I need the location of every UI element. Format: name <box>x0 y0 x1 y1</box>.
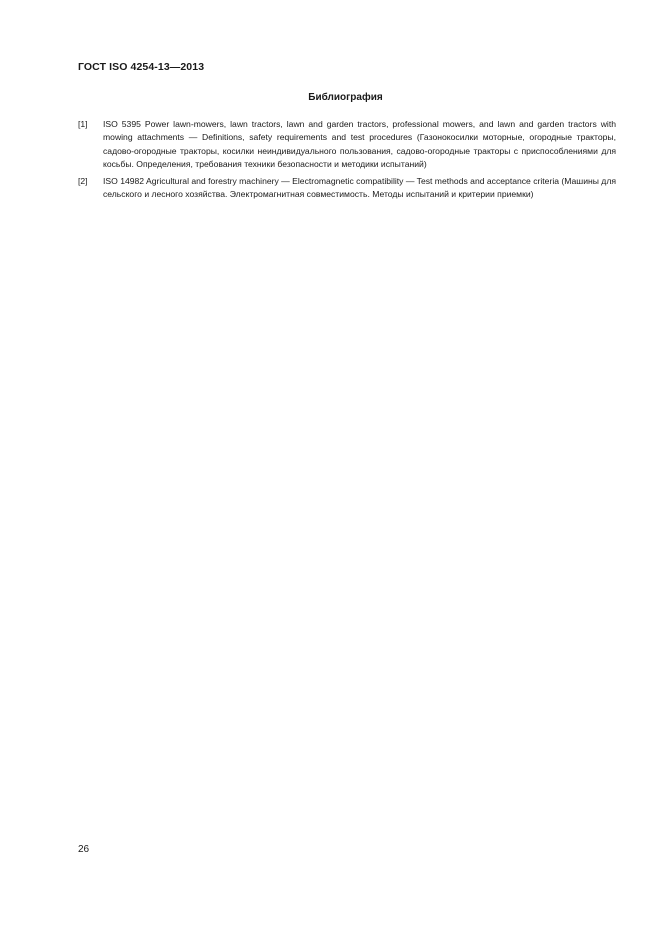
bibliography-entry <box>78 175 616 202</box>
entry-text: ISO 14982 Agricultural and forestry machinery — Electromagnetic compatibility — Test methods and acceptance criteria (Машины для сельского и лесного хозяйства. Электромагнитная совместимость. Методы испытаний и критерии приемки) <box>103 175 616 200</box>
entry-text: ISO 5395 Power lawn-mowers, lawn tractors, lawn and garden tractors, professional mowers, and lawn and garden tractors with mowing attachments — Definitions, safety requirements and test procedures (Газонокосилки моторные, огородные тракторы, садово-огородные тракторы, косилки неиндивидуального пользования, садово-огородные тракторы с приспособлениями для косьбы. Определения, требования техники безопасности и методики испытаний) <box>103 119 616 170</box>
document-code-header: ГОСТ ISO 4254-13—2013 <box>78 61 205 73</box>
bibliography-list <box>78 118 616 204</box>
entry-number: [2] <box>78 175 88 186</box>
entry-number: [1] <box>78 119 88 129</box>
section-title: Библиография <box>308 92 383 103</box>
page-number: 26 <box>78 844 90 855</box>
bibliography-entry <box>78 118 616 172</box>
